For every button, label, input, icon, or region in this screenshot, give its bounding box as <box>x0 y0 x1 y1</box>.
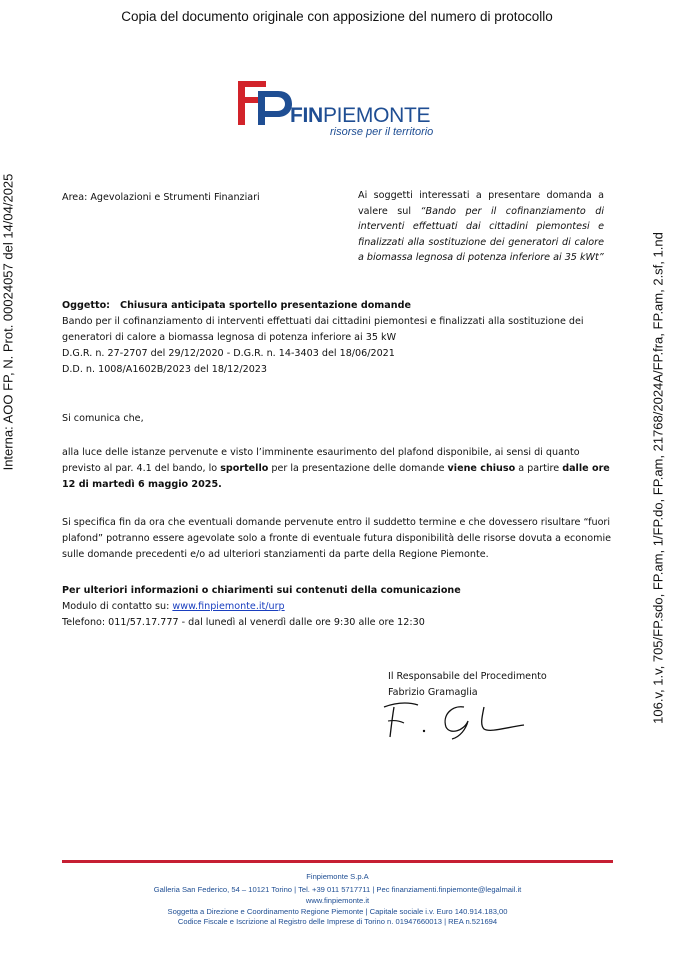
signatory-role: Il Responsabile del Procedimento <box>388 671 547 682</box>
subject-line2: D.G.R. n. 27-2707 del 29/12/2020 - D.G.R. n. 14-3403 del 18/06/2021 <box>62 348 395 359</box>
paragraph-closure: alla luce delle istanze pervenute e visto l’imminente esaurimento del plafond disponibile, ai sensi di quanto previsto al par. 4.1 del bando, lo sportello per la presentazione delle domande viene chiuso a partire dalle ore 12 di martedì 6 maggio 2025. <box>62 447 610 490</box>
footer-website: www.finpiemonte.it <box>305 896 370 905</box>
contact-form-line: Modulo di contatto su: www.finpiemonte.it/urp <box>62 601 285 612</box>
contact-block <box>62 583 617 631</box>
contact-form-link[interactable]: www.finpiemonte.it/urp <box>172 601 285 612</box>
contact-phone: Telefono: 011/57.17.777 - dal lunedì al venerdì dalle ore 9:30 alle ore 12:30 <box>62 617 425 628</box>
paragraph-out-of-budget: Si specifica fin da ora che eventuali domande pervenute entro il suddetto termine e che dovessero risultare “fuori plafond” potranno essere agevolate solo a fronte di eventuale futura disponibilità delle risorse dovuta a economie sulle domande precedenti e/o ad ulteriori stanziamenti da parte della Regione Piemonte. <box>62 517 612 560</box>
area-label: Area: Agevolazioni e Strumenti Finanziari <box>62 192 260 203</box>
logo-tagline: risorse per il territorio <box>330 126 434 138</box>
logo-p-mark <box>258 91 292 125</box>
recipient-prefix: Ai soggetti interessati a presentare domanda a valere sul <box>358 190 604 217</box>
footer-direction: Soggetta a Direzione e Coordinamento Regione Piemonte | Capitale sociale i.v. Euro 140.914.183,00 <box>167 907 508 916</box>
footer-company: Finpiemonte S.p.A <box>306 872 369 881</box>
contact-heading: Per ulteriori informazioni o chiarimenti sui contenuti della comunicazione <box>62 585 461 596</box>
header-note: Copia del documento originale con apposizione del numero di protocollo <box>121 9 553 24</box>
recipient-block <box>358 188 604 266</box>
subject-block <box>62 298 617 378</box>
handwritten-signature <box>380 693 528 743</box>
protocol-stamp-text: Interna: AOO FP, N. Prot. 00024057 del 14/04/2025 <box>0 173 16 471</box>
subject-line1: Bando per il cofinanziamento di interventi effettuati dai cittadini piemontesi e finalizzati alla sostituzione dei generatori di calore a biomassa legnosa di potenza inferiore ai 35 kW <box>62 316 584 343</box>
footer-divider <box>62 860 613 863</box>
footer-registry: Codice Fiscale e Iscrizione al Registro delle Imprese di Torino n. 01947660013 | REA n.521694 <box>177 917 498 926</box>
subject-line3: D.D. n. 1008/A1602B/2023 del 18/12/2023 <box>62 364 268 375</box>
classification-stamp-text: 106.v, 1.v, 705/FP.sdo, FP.am, 1/FP.do, FP.am, 21768/2024A/FP.fra, FP.am, 2.sf, 1.nd <box>650 232 666 724</box>
subject-heading: Oggetto: Chiusura anticipata sportello presentazione domande <box>62 300 411 311</box>
recipient-bando: “Bando per il cofinanziamento di interventi effettuati dai cittadini piemontesi e finalizzati alla sostituzione dei generatori di calore a biomassa legnosa di potenza inferiore ai 35 kWt” <box>358 205 604 263</box>
logo-wordmark: FINPIEMONTE <box>290 104 431 127</box>
footer-address: Galleria San Federico, 54 – 10121 Torino | Tel. +39 011 5717711 | Pec finanziamenti.finpiemonte@legalmail.it <box>153 885 522 894</box>
intro-text: Si comunica che, <box>62 413 144 424</box>
signatory-name: Fabrizio Gramaglia <box>388 687 478 698</box>
